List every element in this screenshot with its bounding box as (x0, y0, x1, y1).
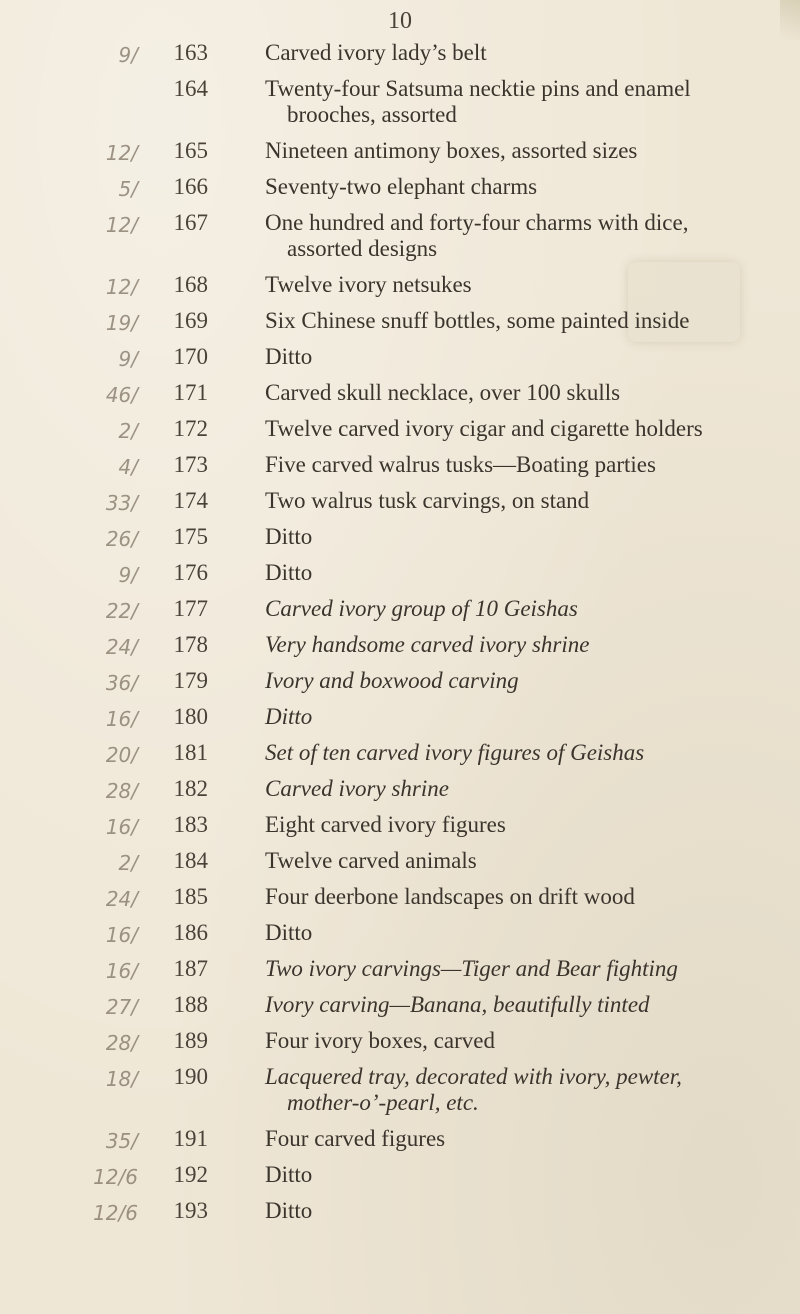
lot-item (0, 776, 800, 802)
lot-description: Ditto (265, 344, 313, 369)
lot-description: Ditto (265, 1162, 313, 1187)
lot-description: Ditto (265, 1198, 313, 1223)
lot-description: Twelve carved animals (265, 848, 477, 873)
lot-number: 193 (173, 1198, 208, 1223)
lot-number: 192 (173, 1162, 208, 1187)
lot-item (0, 740, 800, 766)
lot-description: Ditto (265, 920, 313, 945)
lot-number: 170 (173, 344, 208, 369)
lot-item (0, 272, 800, 298)
lot-description: Carved ivory shrine (265, 776, 449, 801)
lot-description: Six Chinese snuff bottles, some painted inside (265, 308, 690, 333)
lot-number: 177 (173, 596, 208, 621)
lot-description: assorted designs (287, 236, 438, 261)
handwritten-price: 4/ (118, 455, 138, 479)
handwritten-price: 12/ (105, 213, 138, 237)
lot-description: Two walrus tusk carvings, on stand (265, 488, 590, 513)
lot-number: 190 (173, 1064, 208, 1089)
lot-description: Two ivory carvings—Tiger and Bear fighting (265, 956, 678, 981)
lot-item (0, 884, 800, 910)
lot-number: 184 (173, 848, 208, 873)
lot-number: 167 (173, 210, 208, 235)
lot-item (0, 210, 800, 262)
lot-item (0, 920, 800, 946)
lot-item (0, 992, 800, 1018)
lot-description: Eight carved ivory figures (265, 812, 506, 837)
lot-number: 182 (173, 776, 208, 801)
handwritten-price: 9/ (118, 347, 138, 371)
lot-item (0, 40, 800, 66)
handwritten-price: 12/ (105, 141, 138, 165)
lot-number: 185 (173, 884, 208, 909)
lot-item (0, 668, 800, 694)
lot-item (0, 848, 800, 874)
handwritten-price: 28/ (105, 1031, 138, 1055)
lot-number: 169 (173, 308, 208, 333)
lot-item (0, 380, 800, 406)
lot-description: Ivory carving—Banana, beautifully tinted (265, 992, 650, 1017)
lot-number: 163 (173, 40, 208, 65)
lot-item (0, 488, 800, 514)
handwritten-price: 24/ (105, 887, 138, 911)
lot-description: Four carved figures (265, 1126, 446, 1151)
handwritten-price: 16/ (105, 959, 138, 983)
handwritten-price: 16/ (105, 923, 138, 947)
lot-description: Carved ivory group of 10 Geishas (265, 596, 578, 621)
lot-number: 171 (173, 380, 208, 405)
handwritten-price: 16/ (105, 815, 138, 839)
handwritten-price: 9/ (118, 43, 138, 67)
lot-number: 175 (173, 524, 208, 549)
lot-number: 186 (173, 920, 208, 945)
lot-item (0, 344, 800, 370)
lot-description: Very handsome carved ivory shrine (265, 632, 590, 657)
lot-item (0, 1064, 800, 1116)
handwritten-price: 36/ (105, 671, 138, 695)
lot-number: 183 (173, 812, 208, 837)
lot-description: brooches, assorted (287, 102, 457, 127)
handwritten-price: 2/ (118, 851, 138, 875)
handwritten-price: 18/ (105, 1067, 138, 1091)
lot-item (0, 704, 800, 730)
lot-item (0, 1126, 800, 1152)
lot-description: Carved skull necklace, over 100 skulls (265, 380, 621, 405)
lot-description: Ditto (265, 560, 313, 585)
lot-item (0, 416, 800, 442)
lot-description: Four ivory boxes, carved (265, 1028, 495, 1053)
lot-description: Set of ten carved ivory figures of Geishas (265, 740, 645, 765)
lot-item (0, 524, 800, 550)
lot-description: Nineteen antimony boxes, assorted sizes (265, 138, 638, 163)
handwritten-price: 33/ (105, 491, 138, 515)
handwritten-price: 5/ (118, 177, 138, 201)
page-edge-stain (780, 0, 800, 40)
lot-number: 164 (173, 76, 208, 101)
handwritten-price: 26/ (105, 527, 138, 551)
lot-description: Lacquered tray, decorated with ivory, pewter, (265, 1064, 682, 1089)
handwritten-price: 12/6 (93, 1165, 138, 1189)
lot-description: One hundred and forty-four charms with dice, (265, 210, 689, 235)
lot-description: Twelve ivory netsukes (265, 272, 472, 297)
lot-description: Ditto (265, 704, 313, 729)
lot-list (0, 40, 800, 1234)
lot-number: 172 (173, 416, 208, 441)
lot-item (0, 812, 800, 838)
lot-description: Ivory and boxwood carving (265, 668, 519, 693)
handwritten-price: 19/ (105, 311, 138, 335)
lot-number: 189 (173, 1028, 208, 1053)
lot-number: 178 (173, 632, 208, 657)
handwritten-price: 28/ (105, 779, 138, 803)
handwritten-price: 16/ (105, 707, 138, 731)
lot-item (0, 1198, 800, 1224)
lot-number: 165 (173, 138, 208, 163)
lot-number: 180 (173, 704, 208, 729)
lot-number: 174 (173, 488, 208, 513)
lot-item (0, 138, 800, 164)
lot-number: 188 (173, 992, 208, 1017)
lot-item (0, 76, 800, 128)
lot-description: Seventy-two elephant charms (265, 174, 538, 199)
lot-item (0, 596, 800, 622)
lot-description: mother-o’-pearl, etc. (287, 1090, 479, 1115)
handwritten-price: 9/ (118, 563, 138, 587)
handwritten-price: 20/ (105, 743, 138, 767)
lot-number: 191 (173, 1126, 208, 1151)
lot-description: Twelve carved ivory cigar and cigarette holders (265, 416, 703, 441)
page-number: 10 (388, 8, 412, 34)
lot-number: 173 (173, 452, 208, 477)
lot-number: 176 (173, 560, 208, 585)
lot-description: Ditto (265, 524, 313, 549)
lot-item (0, 1028, 800, 1054)
lot-item (0, 174, 800, 200)
lot-item (0, 956, 800, 982)
lot-description: Four deerbone landscapes on drift wood (265, 884, 635, 909)
lot-item (0, 452, 800, 478)
lot-item (0, 560, 800, 586)
lot-description: Twenty-four Satsuma necktie pins and enamel (265, 76, 691, 101)
handwritten-price: 27/ (105, 995, 138, 1019)
lot-item (0, 632, 800, 658)
handwritten-price: 46/ (105, 383, 138, 407)
lot-number: 166 (173, 174, 208, 199)
handwritten-price: 2/ (118, 419, 138, 443)
handwritten-price: 12/6 (93, 1201, 138, 1225)
lot-number: 187 (173, 956, 208, 981)
handwritten-price: 12/ (105, 275, 138, 299)
lot-number: 181 (173, 740, 208, 765)
handwritten-price: 35/ (105, 1129, 138, 1153)
handwritten-price: 22/ (105, 599, 138, 623)
lot-item (0, 1162, 800, 1188)
lot-number: 168 (173, 272, 208, 297)
lot-description: Five carved walrus tusks—Boating parties (265, 452, 656, 477)
lot-number: 179 (173, 668, 208, 693)
handwritten-price: 24/ (105, 635, 138, 659)
lot-description: Carved ivory lady’s belt (265, 40, 487, 65)
lot-item (0, 308, 800, 334)
